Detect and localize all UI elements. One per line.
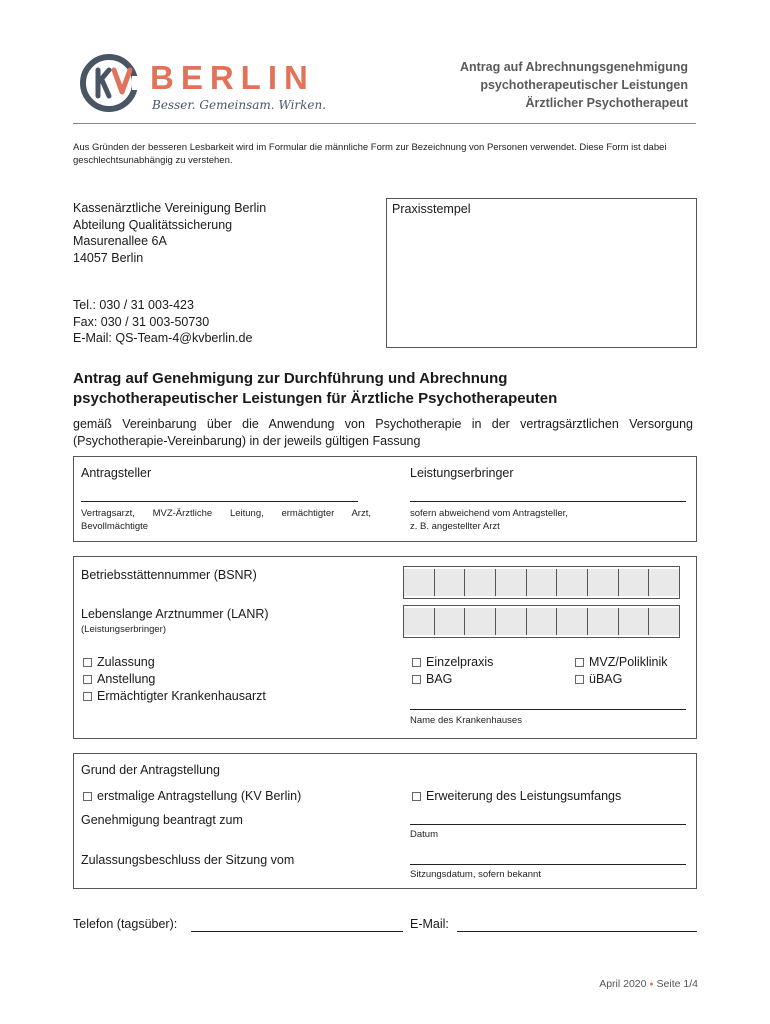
email-field[interactable] [457, 931, 697, 932]
gender-notice: Aus Gründen der besseren Lesbarkeit wird im Formular die männliche Form zur Bezeichnung von Personen verwendet. Diese Form ist dabei geschlechtsunabhängig zu verstehen. [73, 142, 667, 166]
address-tel: Tel.: 030 / 31 003-423 [73, 298, 194, 312]
approval-date-field[interactable] [410, 824, 686, 825]
checkbox-icon[interactable] [412, 675, 421, 684]
address-fax: Fax: 030 / 31 003-50730 [73, 314, 210, 329]
applicant-label: Antragsteller [81, 466, 152, 480]
practice-stamp-label: Praxisstempel [392, 202, 471, 216]
bsnr-input[interactable] [403, 566, 680, 599]
bsnr-digit[interactable] [435, 569, 466, 596]
lanr-digit[interactable] [465, 608, 496, 635]
checkbox-uebag[interactable] [575, 671, 622, 687]
lanr-input[interactable] [403, 605, 680, 638]
checkbox-einzelpraxis[interactable] [412, 654, 493, 670]
session-label: Zulassungsbeschluss der Sitzung vom [81, 853, 295, 867]
checkbox-icon[interactable] [575, 675, 584, 684]
approval-from-label: Genehmigung beantragt zum [81, 813, 243, 827]
bsnr-digit[interactable] [619, 569, 650, 596]
bsnr-digit[interactable] [649, 569, 679, 596]
checkbox-anstellung[interactable] [83, 671, 155, 687]
header-divider [73, 123, 696, 124]
reason-title: Grund der Antragstellung [81, 763, 220, 777]
title-line-1: Antrag auf Genehmigung zur Durchführung und Abrechnung [73, 370, 508, 387]
hospital-name-hint: Name des Krankenhauses [410, 715, 522, 726]
bsnr-digit[interactable] [404, 569, 435, 596]
title-line-2: psychotherapeutischer Leistungen für Ärztliche Psychotherapeuten [73, 390, 558, 407]
checkbox-label: MVZ/Poliklinik [589, 655, 668, 669]
session-date-hint: Sitzungsdatum, sofern bekannt [410, 869, 541, 880]
form-title [73, 369, 703, 409]
phone-field[interactable] [191, 931, 403, 932]
checkbox-label: Einzelpraxis [426, 655, 494, 669]
lanr-digit[interactable] [557, 608, 588, 635]
checkbox-mvz[interactable] [575, 654, 668, 670]
checkbox-first-application[interactable] [83, 788, 301, 804]
bsnr-digit[interactable] [527, 569, 558, 596]
lanr-digit[interactable] [404, 608, 435, 635]
bsnr-digit[interactable] [588, 569, 619, 596]
checkbox-icon[interactable] [83, 692, 92, 701]
checkbox-icon[interactable] [412, 658, 421, 667]
practice-details-section [73, 556, 697, 739]
kv-logo-mark [78, 52, 144, 114]
lanr-digit[interactable] [649, 608, 679, 635]
applicant-hint: Vertragsarzt, MVZ-Ärztliche Leitung, ermächtigter Arzt, Bevollmächtigte [81, 508, 371, 532]
address-street: Masurenallee 6A [73, 234, 167, 248]
lanr-hint: (Leistungserbringer) [81, 624, 167, 635]
checkbox-icon[interactable] [83, 792, 92, 801]
bsnr-digit[interactable] [465, 569, 496, 596]
form-subtitle: gemäß Vereinbarung über die Anwendung von Psychotherapie in der vertragsärztlichen Versorgung (Psychotherapie-Vereinbarung) in der jeweils gültigen Fassung [73, 417, 693, 448]
hospital-name-field[interactable] [410, 709, 686, 710]
bsnr-digit[interactable] [496, 569, 527, 596]
checkbox-label: Zulassung [97, 655, 155, 669]
header-line-3: Ärztlicher Psychotherapeut [525, 96, 688, 110]
parties-section [73, 456, 697, 542]
bsnr-label: Betriebsstättennummer (BSNR) [81, 568, 257, 582]
checkbox-zulassung[interactable] [83, 654, 155, 670]
checkbox-bag[interactable] [412, 671, 452, 687]
footer-page: Seite 1/4 [656, 978, 698, 990]
lanr-label: Lebenslange Arztnummer (LANR) [81, 607, 269, 621]
lanr-digit[interactable] [496, 608, 527, 635]
applicant-field[interactable] [81, 501, 358, 502]
page-footer [599, 978, 698, 990]
provider-field[interactable] [410, 501, 686, 502]
lanr-digit[interactable] [435, 608, 466, 635]
header-line-2: psychotherapeutischer Leistungen [480, 78, 688, 92]
phone-label: Telefon (tagsüber): [73, 917, 178, 931]
recipient-address [73, 200, 373, 347]
checkbox-label: Erweiterung des Leistungsumfangs [426, 789, 622, 803]
checkbox-ermaechtigt[interactable] [83, 688, 266, 704]
logo-tagline: Besser. Gemeinsam. Wirken. [152, 98, 327, 112]
lanr-digit[interactable] [588, 608, 619, 635]
checkbox-label: Ermächtigter Krankenhausarzt [97, 689, 266, 703]
checkbox-label: BAG [426, 672, 453, 686]
checkbox-icon[interactable] [83, 675, 92, 684]
practice-stamp-field[interactable] [386, 198, 697, 348]
header-line-1: Antrag auf Abrechnungsgenehmigung [459, 60, 688, 74]
lanr-digit[interactable] [527, 608, 558, 635]
session-date-field[interactable] [410, 864, 686, 865]
address-email: E-Mail: QS-Team-4@kvberlin.de [73, 331, 253, 345]
checkbox-label: üBAG [589, 672, 623, 686]
lanr-digit[interactable] [619, 608, 650, 635]
email-label: E-Mail: [410, 917, 449, 931]
checkbox-label: Anstellung [97, 672, 156, 686]
checkbox-icon[interactable] [412, 792, 421, 801]
logo-brand: BERLIN [150, 59, 315, 96]
address-city: 14057 Berlin [73, 250, 144, 265]
address-org: Kassenärztliche Vereinigung Berlin [73, 201, 267, 215]
footer-bullet-icon: ● [649, 981, 654, 988]
checkbox-icon[interactable] [83, 658, 92, 667]
kv-logo [78, 52, 327, 116]
form-header [368, 58, 688, 112]
provider-label: Leistungserbringer [410, 466, 514, 480]
checkbox-extension[interactable] [412, 788, 621, 804]
address-dept: Abteilung Qualitätssicherung [73, 217, 233, 232]
provider-hint-1: sofern abweichend vom Antragsteller, [410, 508, 568, 519]
provider-hint-2: z. B. angestellter Arzt [410, 521, 500, 532]
bsnr-digit[interactable] [557, 569, 588, 596]
approval-date-hint: Datum [410, 829, 438, 840]
reason-section [73, 753, 697, 889]
checkbox-label: erstmalige Antragstellung (KV Berlin) [97, 789, 302, 803]
checkbox-icon[interactable] [575, 658, 584, 667]
footer-date: April 2020 [599, 978, 647, 990]
